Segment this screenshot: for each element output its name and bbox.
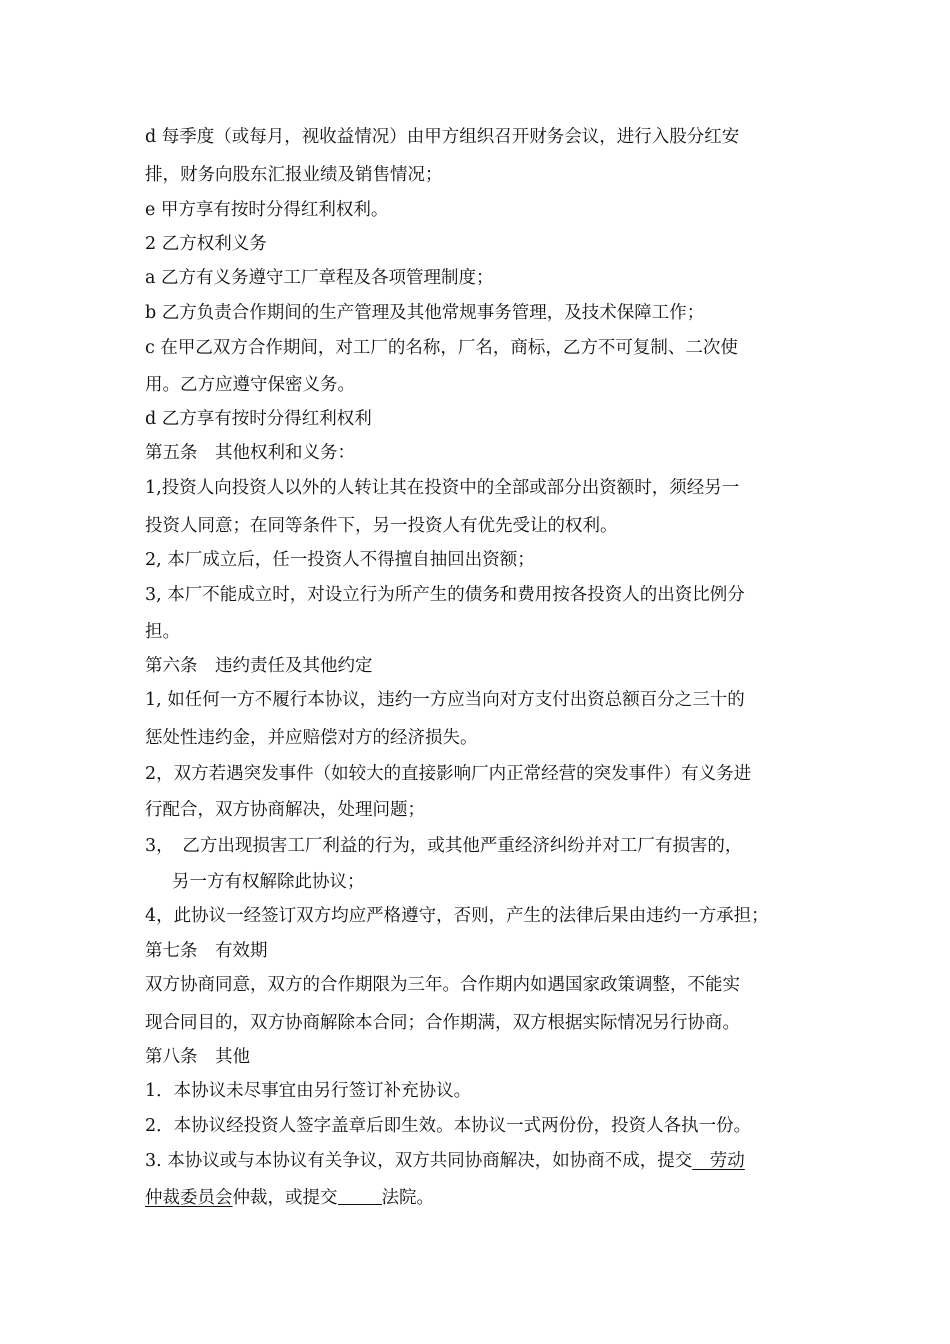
paragraph-line: 2．本协议经投资人签字盖章后即生效。本协议一式两份份，投资人各执一份。 bbox=[145, 1116, 752, 1136]
paragraph-line: e 甲方享有按时分得红利权利。 bbox=[145, 200, 389, 220]
court-blank-field[interactable] bbox=[338, 1186, 382, 1205]
clause-text: 仲裁，或提交 bbox=[232, 1188, 338, 1208]
article-heading: 第六条 违约责任及其他约定 bbox=[145, 656, 373, 676]
paragraph-line: 2，双方若遇突发事件（如较大的直接影响厂内正常经营的突发事件）有义务进 bbox=[145, 764, 752, 784]
clause-text: 法院。 bbox=[381, 1188, 434, 1208]
paragraph-line: 3， 乙方出现损害工厂利益的行为，或其他严重经济纠纷并对工厂有损害的， bbox=[145, 836, 743, 856]
paragraph-line: 现合同目的，双方协商解除本合同；合作期满，双方根据实际情况另行协商。 bbox=[145, 1013, 740, 1033]
paragraph-line: 1,投资人向投资人以外的人转让其在投资中的全部或部分出资额时，须经另一 bbox=[145, 478, 740, 498]
paragraph-line: d 每季度（或每月，视收益情况）由甲方组织召开财务会议，进行入股分红安 bbox=[145, 127, 740, 147]
article-heading: 第八条 其他 bbox=[145, 1047, 250, 1067]
section-subheading: 2 乙方权利义务 bbox=[145, 234, 267, 254]
paragraph-line: 双方协商同意，双方的合作期限为三年。合作期内如遇国家政策调整，不能实 bbox=[145, 975, 740, 995]
article-heading: 第七条 有效期 bbox=[145, 941, 268, 961]
paragraph-line bbox=[145, 1186, 434, 1210]
paragraph-line: 另一方有权解除此协议； bbox=[172, 872, 365, 892]
paragraph-line: 2, 本厂成立后，任一投资人不得擅自抽回出资额； bbox=[145, 550, 535, 570]
paragraph-line: 3, 本厂不能成立时，对设立行为所产生的债务和费用按各投资人的出资比例分 bbox=[145, 585, 745, 605]
paragraph-line: 排，财务向股东汇报业绩及销售情况； bbox=[145, 165, 443, 185]
arbitration-body-fill: 劳动 bbox=[692, 1151, 745, 1171]
paragraph-line: 1．本协议未尽事宜由另行签订补充协议。 bbox=[145, 1081, 472, 1101]
paragraph-line: 行配合，双方协商解决，处理问题； bbox=[145, 800, 425, 820]
clause-text: 3. 本协议或与本协议有关争议，双方共同协商解决，如协商不成，提交 bbox=[145, 1151, 693, 1171]
paragraph-line: b 乙方负责合作期间的生产管理及其他常规事务管理，及技术保障工作； bbox=[145, 303, 705, 323]
paragraph-line: 1, 如任何一方不履行本协议，违约一方应当向对方支付出资总额百分之三十的 bbox=[145, 690, 745, 710]
paragraph-line: d 乙方享有按时分得红利权利 bbox=[145, 409, 372, 429]
paragraph-line: 用。乙方应遵守保密义务。 bbox=[145, 375, 355, 395]
paragraph-line: 4，此协议一经签订双方均应严格遵守，否则，产生的法律后果由违约一方承担； bbox=[145, 906, 769, 926]
paragraph-line: 投资人同意；在同等条件下，另一投资人有优先受让的权利。 bbox=[145, 516, 618, 536]
paragraph-line: a 乙方有义务遵守工厂章程及各项管理制度； bbox=[145, 268, 494, 288]
arbitration-body-fill: 仲裁委员会 bbox=[145, 1188, 233, 1208]
article-heading: 第五条 其他权利和义务： bbox=[145, 443, 355, 463]
paragraph-line: 担。 bbox=[145, 622, 180, 642]
paragraph-line: 惩处性违约金，并应赔偿对方的经济损失。 bbox=[145, 728, 478, 748]
paragraph-line bbox=[145, 1149, 745, 1173]
paragraph-line: c 在甲乙双方合作期间，对工厂的名称，厂名，商标，乙方不可复制、二次使 bbox=[145, 338, 738, 358]
